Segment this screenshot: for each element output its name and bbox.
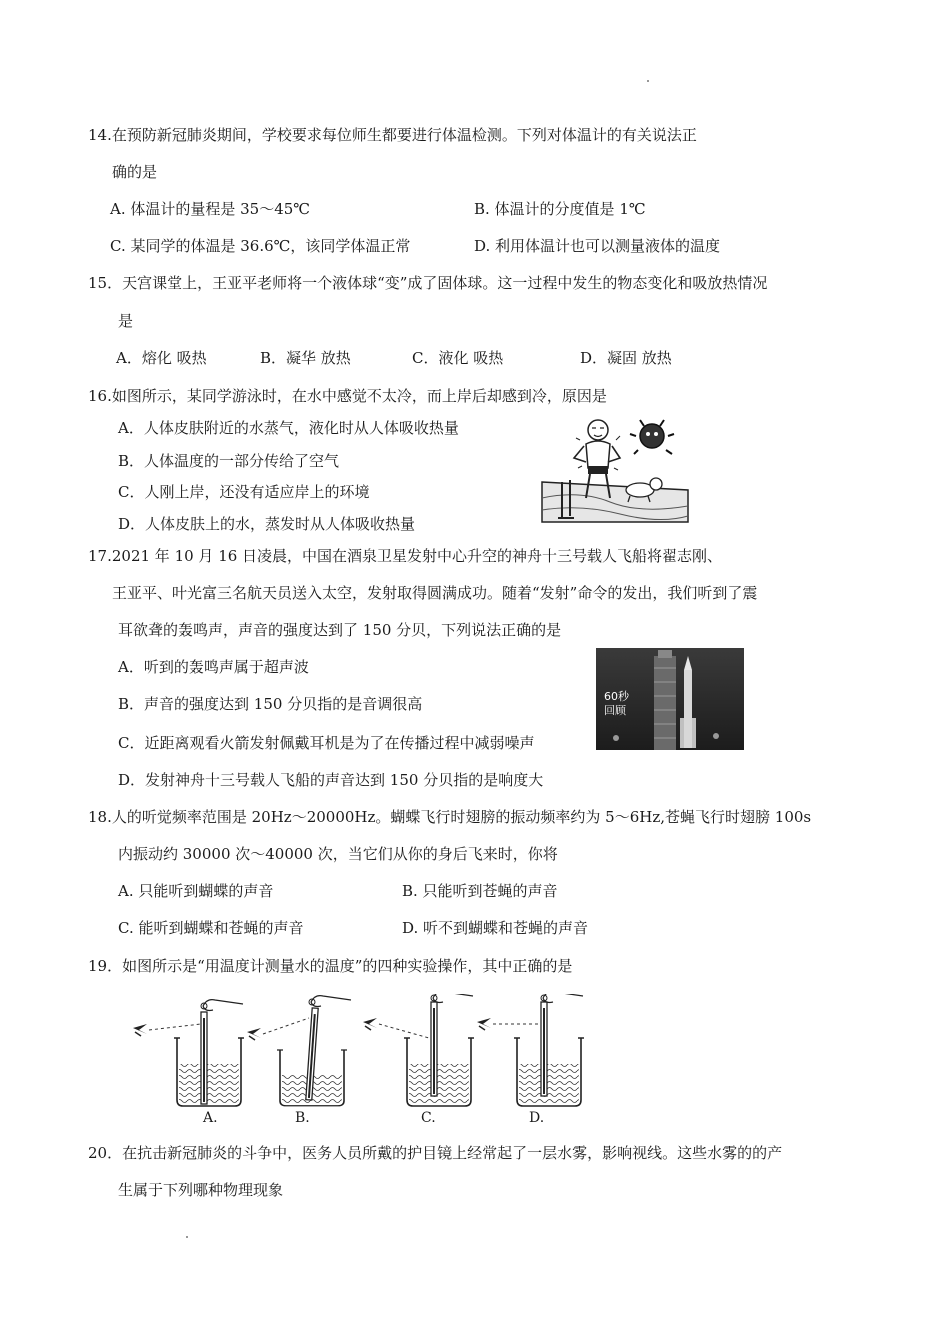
q20-stem-line2: 生属于下列哪种物理现象	[118, 1181, 284, 1199]
q15-stem-line1: 15．天宫课堂上，王亚平老师将一个液体球“变”成了固体球。这一过程中发生的物态变化和吸放热情况	[88, 274, 768, 292]
q18-option-b[interactable]: B. 只能听到苍蝇的声音	[402, 882, 558, 900]
rocket-launch-photo	[596, 648, 744, 750]
q16-option-d[interactable]: D．人体皮肤上的水，蒸发时从人体吸收热量	[118, 515, 416, 533]
diagram-label-b[interactable]: B.	[295, 1110, 310, 1126]
q14-option-d[interactable]: D. 利用体温计也可以测量液体的温度	[474, 237, 721, 255]
q15-option-a[interactable]: A．熔化 吸热	[116, 349, 207, 367]
q14-option-c[interactable]: C. 某同学的体温是 36.6℃，该同学体温正常	[110, 237, 411, 255]
diagram-label-c[interactable]: C.	[421, 1110, 436, 1126]
q14-stem-line2: 确的是	[112, 163, 158, 181]
q15-option-d[interactable]: D．凝固 放热	[580, 349, 672, 367]
q16-option-c[interactable]: C．人刚上岸，还没有适应岸上的环境	[118, 483, 370, 501]
q18-option-a[interactable]: A. 只能听到蝴蝶的声音	[118, 882, 274, 900]
q18-option-c[interactable]: C. 能听到蝴蝶和苍蝇的声音	[118, 919, 304, 937]
q16-option-a[interactable]: A．人体皮肤附近的水蒸气，液化时从人体吸收热量	[118, 419, 459, 437]
q14-option-b[interactable]: B. 体温计的分度值是 1℃	[474, 200, 646, 218]
page-mark-bottom	[186, 1236, 188, 1238]
q15-option-c[interactable]: C．液化 吸热	[412, 349, 504, 367]
q16-option-b[interactable]: B．人体温度的一部分传给了空气	[118, 452, 340, 470]
q17-stem-line3: 耳欲聋的轰鸣声，声音的强度达到了 150 分贝，下列说法正确的是	[118, 621, 562, 639]
photo-caption-line2: 回顾	[604, 704, 626, 717]
q15-option-b[interactable]: B．凝华 放热	[260, 349, 351, 367]
diagram-label-a[interactable]: A.	[203, 1110, 218, 1126]
q17-option-a[interactable]: A．听到的轰鸣声属于超声波	[118, 658, 309, 676]
photo-caption-line1: 60秒	[604, 690, 629, 703]
q18-stem-line2: 内振动约 30000 次～40000 次，当它们从你的身后飞来时，你将	[118, 845, 558, 863]
q15-stem-line2: 是	[118, 312, 134, 330]
q18-option-d[interactable]: D. 听不到蝴蝶和苍蝇的声音	[402, 919, 589, 937]
q17-option-b[interactable]: B．声音的强度达到 150 分贝指的是音调很高	[118, 695, 423, 713]
swimmer-illustration	[540, 410, 690, 528]
q14-option-a[interactable]: A. 体温计的量程是 35～45℃	[110, 200, 311, 218]
q16-stem: 16.如图所示，某同学游泳时，在水中感觉不太冷，而上岸后却感到冷，原因是	[88, 387, 607, 405]
q17-option-d[interactable]: D．发射神舟十三号载人飞船的声音达到 150 分贝指的是响度大	[118, 771, 544, 789]
q17-stem-line1: 17.2021 年 10 月 16 日凌晨，中国在酒泉卫星发射中心升空的神舟十三号载人飞船将翟志刚、	[88, 547, 723, 565]
q18-stem-line1: 18.人的听觉频率范围是 20Hz～20000Hz。蝴蝶飞行时翅膀的振动频率约为 5～6Hz,苍蝇飞行时翅膀 100s	[88, 808, 812, 826]
q19-stem: 19．如图所示是“用温度计测量水的温度”的四种实验操作，其中正确的是	[88, 957, 573, 975]
q20-stem-line1: 20．在抗击新冠肺炎的斗争中，医务人员所戴的护目镜上经常起了一层水雾，影响视线。这些水雾的的产	[88, 1144, 783, 1162]
thermometer-diagrams	[125, 994, 585, 1126]
q17-stem-line2: 王亚平、叶光富三名航天员送入太空，发射取得圆满成功。随着“发射”命令的发出，我们听到了震	[112, 584, 758, 602]
q17-option-c[interactable]: C．近距离观看火箭发射佩戴耳机是为了在传播过程中减弱噪声	[118, 734, 535, 752]
page-mark-top	[647, 80, 649, 82]
diagram-label-d[interactable]: D.	[529, 1110, 545, 1126]
q14-stem-line1: 14.在预防新冠肺炎期间，学校要求每位师生都要进行体温检测。下列对体温计的有关说法正	[88, 126, 697, 144]
